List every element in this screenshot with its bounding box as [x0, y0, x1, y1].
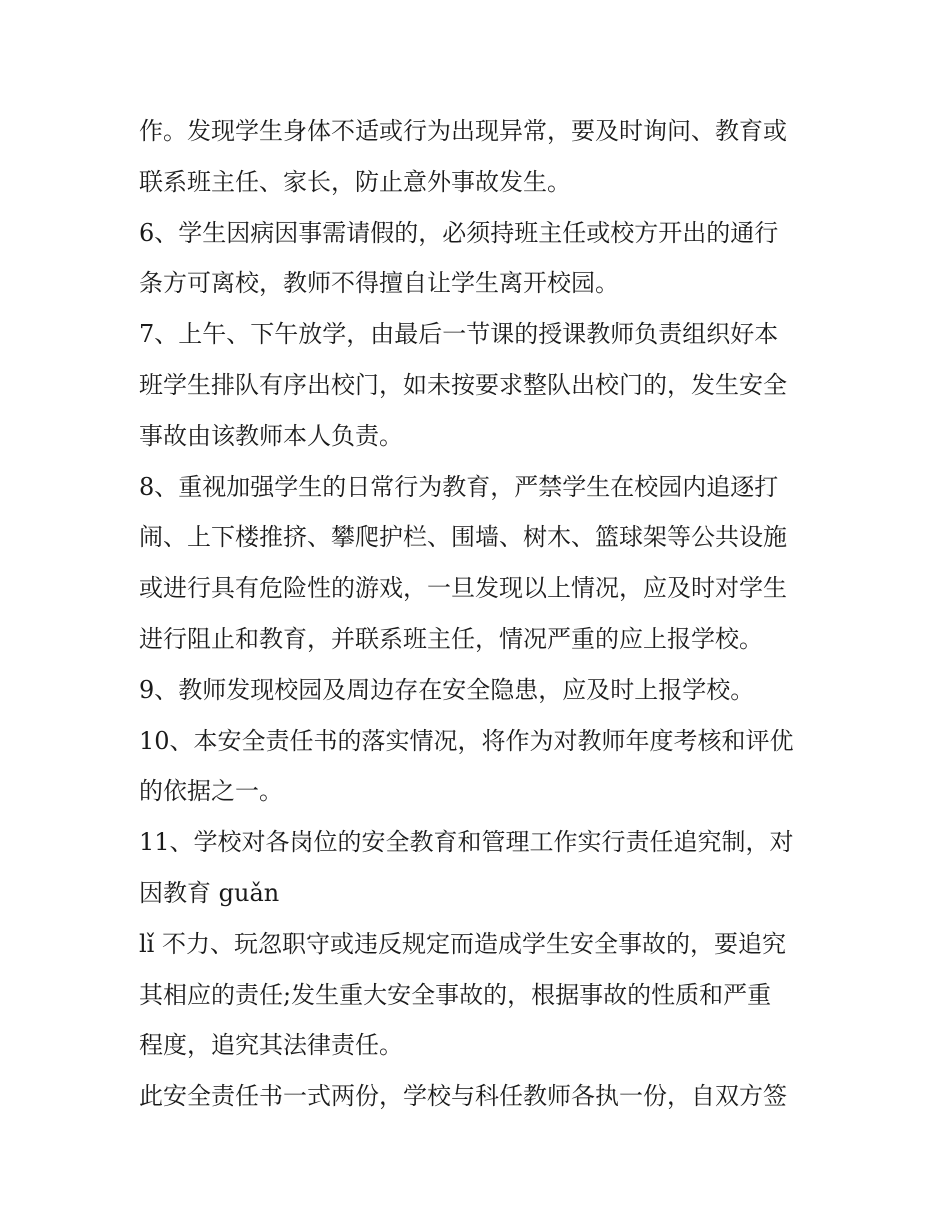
text-line: 其相应的责任;发生重大安全事故的，根据事故的性质和严重: [139, 980, 772, 1009]
text-line: 联系班主任、家长，防止意外事故发生。: [139, 167, 571, 196]
text-line: 或进行具有危险性的游戏，一旦发现以上情况，应及时对学生: [139, 574, 787, 603]
text-line: 此安全责任书一式两份，学校与科任教师各执一份，自双方签: [139, 1082, 787, 1111]
document-body: [139, 106, 819, 1122]
text-line: 程度，追究其法律责任。: [139, 1031, 403, 1060]
text-line: 班学生排队有序出校门，如未按要求整队出校门的，发生安全: [139, 370, 787, 399]
text-line: 11、学校对各岗位的安全教育和管理工作实行责任追究制，对: [139, 828, 794, 857]
text-line: 进行阻止和教育，并联系班主任，情况严重的应上报学校。: [139, 624, 763, 653]
text-line: 因教育 guǎn: [139, 878, 280, 907]
text-line: 9、教师发现校园及周边存在安全隐患，应及时上报学校。: [139, 675, 755, 704]
text-line: 作。发现学生身体不适或行为出现异常，要及时询问、教育或: [139, 117, 787, 145]
text-line: 6、学生因病因事需请假的，必须持班主任或校方开出的通行: [139, 218, 779, 247]
text-line: 8、重视加强学生的日常行为教育，严禁学生在校园内追逐打: [139, 472, 779, 501]
text-line: 条方可离校，教师不得擅自让学生离开校园。: [139, 269, 619, 298]
text-line: lǐ 不力、玩忽职守或违反规定而造成学生安全事故的，要追究: [139, 929, 786, 958]
text-line: 事故由该教师本人负责。: [139, 421, 403, 450]
text-line: 7、上午、下午放学，由最后一节课的授课教师负责组织好本: [139, 320, 779, 349]
text-line: 10、本安全责任书的落实情况，将作为对教师年度考核和评优: [139, 726, 794, 755]
text-line: 闹、上下楼推挤、攀爬护栏、围墙、树木、篮球架等公共设施: [139, 523, 787, 552]
text-line: 的依据之一。: [139, 777, 283, 806]
